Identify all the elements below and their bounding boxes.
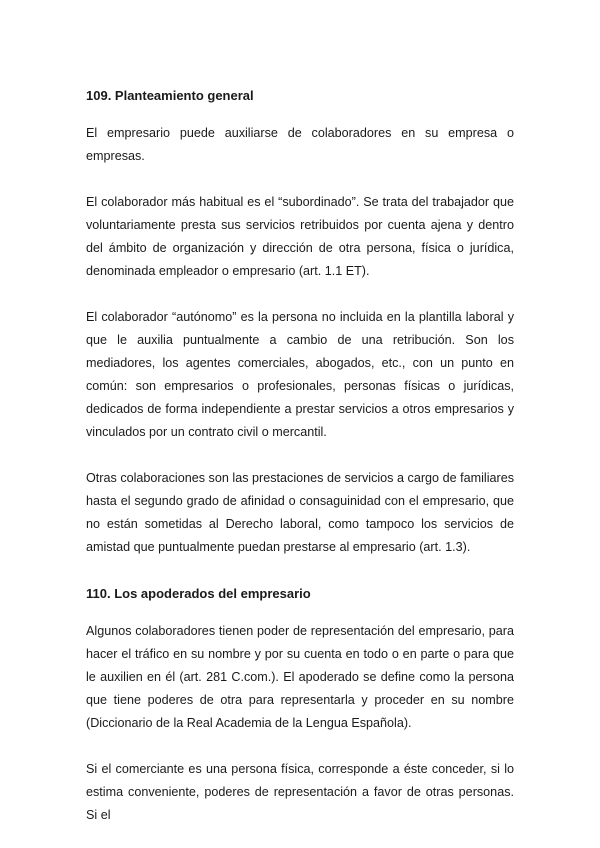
paragraph-110-2: Si el comerciante es una persona física, corresponde a éste conceder, si lo estima conveniente, poderes de representación a favor de otras personas. Si el [86, 762, 514, 822]
paragraph-110-1: Algunos colaboradores tienen poder de representación del empresario, para hacer el tráfico en su nombre y por su cuenta en todo o en parte o para que le auxilien en él (art. 281 C.com.). El apoderado se define como la persona que tiene poderes de otra para representarla y proceder en su nombre (Diccionario de la Real Academia de la Lengua Española). [86, 624, 514, 730]
section-heading-109: 109. Planteamiento general [86, 88, 254, 103]
paragraph-109-4: Otras colaboraciones son las prestaciones de servicios a cargo de familiares hasta el segundo grado de afinidad o consaguinidad con el empresario, que no están sometidas al Derecho laboral, como tampoco los servicios de amistad que puntualmente puedan prestarse al empresario (art. 1.3). [86, 471, 514, 554]
section-heading-110: 110. Los apoderados del empresario [86, 586, 311, 601]
paragraph-109-3: El colaborador “autónomo” es la persona no incluida en la plantilla laboral y que le auxilia puntualmente a cambio de una retribución. Son los mediadores, los agentes comerciales, abogados, etc., con un punto en común: son empresarios o profesionales, personas físicas o jurídicas, dedicados de forma independiente a prestar servicios a otros empresarios y vinculados por un contrato civil o mercantil. [86, 310, 514, 439]
paragraph-109-2: El colaborador más habitual es el “subordinado”. Se trata del trabajador que voluntariamente presta sus servicios retribuidos por cuenta ajena y dentro del ámbito de organización y dirección de otra persona, física o jurídica, denominada empleador o empresario (art. 1.1 ET). [86, 195, 514, 278]
paragraph-109-1: El empresario puede auxiliarse de colaboradores en su empresa o empresas. [86, 126, 514, 163]
